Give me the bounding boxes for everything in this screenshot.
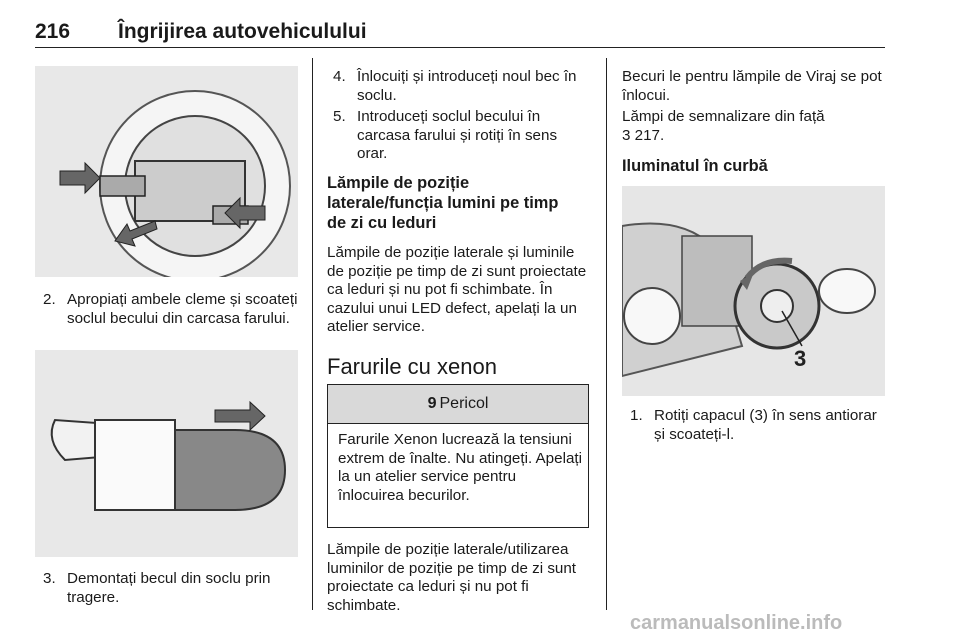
paragraph-turn-signals: Lămpi de semnalizare din față: [622, 108, 825, 125]
warning-label: Pericol: [439, 395, 489, 412]
warning-text: Farurile Xenon lucrează la tensiuni extrem de înalte. Nu atingeți. Apelați la un atelier service pentru înlocuirea becurilor.: [338, 431, 582, 504]
paragraph-xenon: Lămpile de poziție laterale/utilizarea luminilor de poziție pe timp de zi sunt proiectate ca leduri și nu pot fi schimbate.: [327, 541, 577, 614]
paragraph-position-lamps: Lămpile de poziție laterale și luminile de poziție pe timp de zi sunt proiectate ca leduri și nu pot fi schimbate. În cazului unui LED defect, apelați la un atelier service.: [327, 244, 587, 335]
step-number: 4.: [333, 68, 346, 85]
step-2: [43, 291, 301, 328]
headlamp-socket-figure: [35, 66, 298, 277]
warning-header: [328, 385, 588, 424]
paragraph-intro: Becuri le pentru lămpile de Viraj se pot înlocui.: [622, 68, 882, 104]
step-number: 1.: [630, 407, 643, 424]
curve-lighting-illustration: [622, 186, 885, 396]
heading-position-lamps: Lămpile de poziție laterale/funcția lumini pe timp de zi cu leduri: [327, 174, 559, 232]
header-rule: [35, 47, 885, 48]
column-divider-2: [606, 58, 607, 610]
step-5: [333, 108, 591, 164]
step-number: 5.: [333, 108, 346, 125]
step-text: Introduceți soclul becului în carcasa farului și rotiți în sens orar.: [357, 108, 558, 162]
step-text: Rotiți capacul (3) în sens antiorar și scoateți-l.: [654, 407, 877, 443]
step-4: [333, 68, 591, 105]
step-1: [630, 407, 886, 444]
step-text: Înlocuiți și introduceți noul bec în soclu.: [357, 68, 577, 104]
headlamp-socket-illustration: [35, 66, 298, 277]
warning-box: [327, 384, 589, 528]
figure-label: 3: [794, 346, 807, 371]
page-number: 216: [35, 20, 71, 43]
step-number: 3.: [43, 570, 56, 587]
bulb-illustration: [35, 350, 298, 557]
step-text: Apropiați ambele cleme și scoateți soclul becului din carcasa farului.: [67, 291, 298, 327]
step-text: Demontați becul din soclu prin tragere.: [67, 570, 271, 606]
column-divider-1: [312, 58, 313, 610]
step-number: 2.: [43, 291, 56, 308]
page-header: [35, 6, 885, 48]
warning-symbol: 9: [427, 395, 437, 412]
heading-xenon: Farurile cu xenon: [327, 354, 497, 379]
page-title: Îngrijirea autovehiculului: [118, 20, 367, 43]
bulb-figure: [35, 350, 298, 557]
watermark: carmanualsonline.info: [630, 612, 843, 634]
page-reference: 3 217.: [622, 127, 665, 144]
curve-lighting-figure: [622, 186, 885, 396]
heading-curve-lighting: Iluminatul în curbă: [622, 157, 768, 175]
step-3: [43, 570, 301, 607]
